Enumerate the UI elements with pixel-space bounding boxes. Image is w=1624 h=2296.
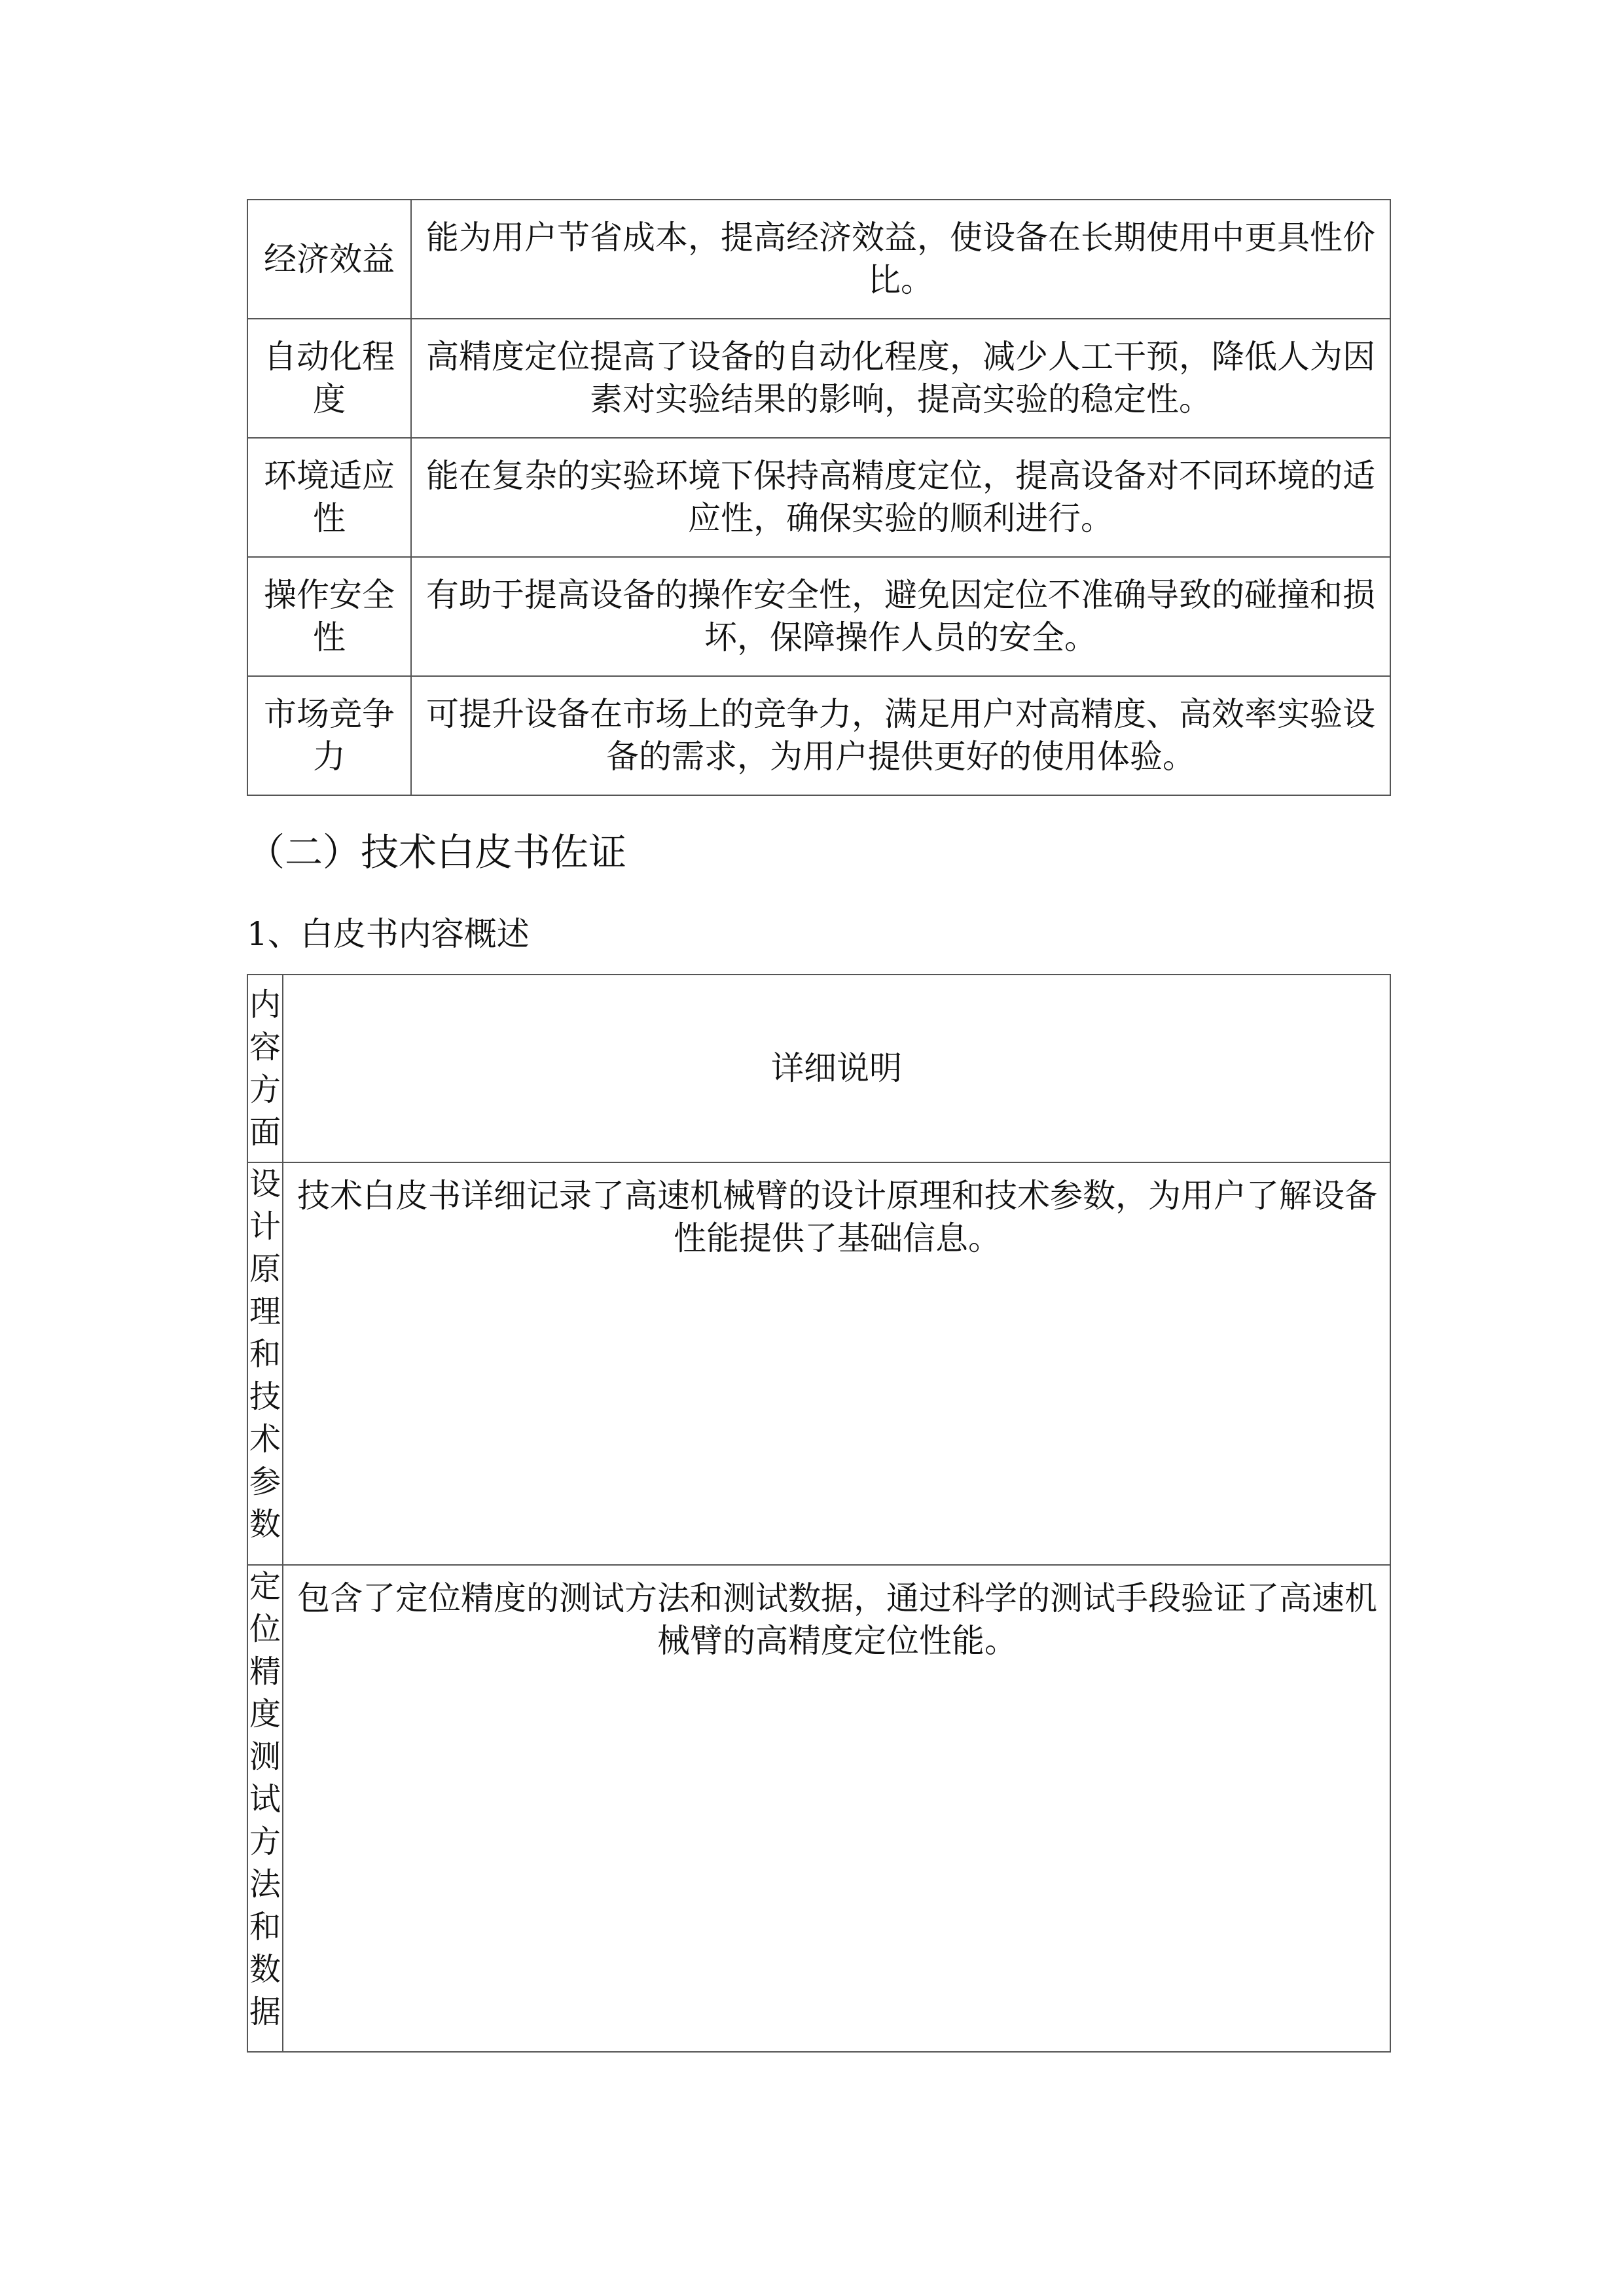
detail-cell: 能为用户节省成本，提高经济效益，使设备在长期使用中更具性价比。 bbox=[411, 200, 1390, 319]
table-header-row bbox=[247, 975, 1390, 1162]
whitepaper-table bbox=[247, 974, 1391, 2053]
table-row bbox=[247, 200, 1390, 319]
aspect-cell: 自动化程度 bbox=[247, 319, 411, 438]
table-row bbox=[247, 1162, 1390, 1565]
section-heading: （二）技术白皮书佐证 bbox=[247, 830, 627, 874]
aspect-cell: 操作安全性 bbox=[247, 557, 411, 676]
table-row bbox=[247, 319, 1390, 438]
benefits-table bbox=[247, 199, 1391, 796]
aspect-cell: 环境适应性 bbox=[247, 438, 411, 557]
detail-cell: 能在复杂的实验环境下保持高精度定位，提高设备对不同环境的适应性，确保实验的顺利进行。 bbox=[411, 438, 1390, 557]
aspect-cell: 经济效益 bbox=[247, 200, 411, 319]
table-row bbox=[247, 1565, 1390, 2052]
detail-cell: 高精度定位提高了设备的自动化程度，减少人工干预，降低人为因素对实验结果的影响，提高实验的稳定性。 bbox=[411, 319, 1390, 438]
aspect-cell: 市场竞争力 bbox=[247, 676, 411, 795]
detail-cell: 可提升设备在市场上的竞争力，满足用户对高精度、高效率实验设备的需求，为用户提供更好的使用体验。 bbox=[411, 676, 1390, 795]
header-aspect-cell: 内容方面 bbox=[247, 975, 283, 1162]
aspect-cell: 定位精度测试方法和数据 bbox=[247, 1565, 283, 2052]
header-detail-cell: 详细说明 bbox=[283, 975, 1390, 1162]
detail-cell: 技术白皮书详细记录了高速机械臂的设计原理和技术参数，为用户了解设备性能提供了基础信息。 bbox=[283, 1162, 1390, 1565]
table-row bbox=[247, 676, 1390, 795]
aspect-cell: 设计原理和技术参数 bbox=[247, 1162, 283, 1565]
subsection-heading: 1、白皮书内容概述 bbox=[247, 915, 530, 953]
detail-cell: 包含了定位精度的测试方法和测试数据，通过科学的测试手段验证了高速机械臂的高精度定位性能。 bbox=[283, 1565, 1390, 2052]
table-row bbox=[247, 557, 1390, 676]
detail-cell: 有助于提高设备的操作安全性，避免因定位不准确导致的碰撞和损坏，保障操作人员的安全。 bbox=[411, 557, 1390, 676]
table-row bbox=[247, 438, 1390, 557]
